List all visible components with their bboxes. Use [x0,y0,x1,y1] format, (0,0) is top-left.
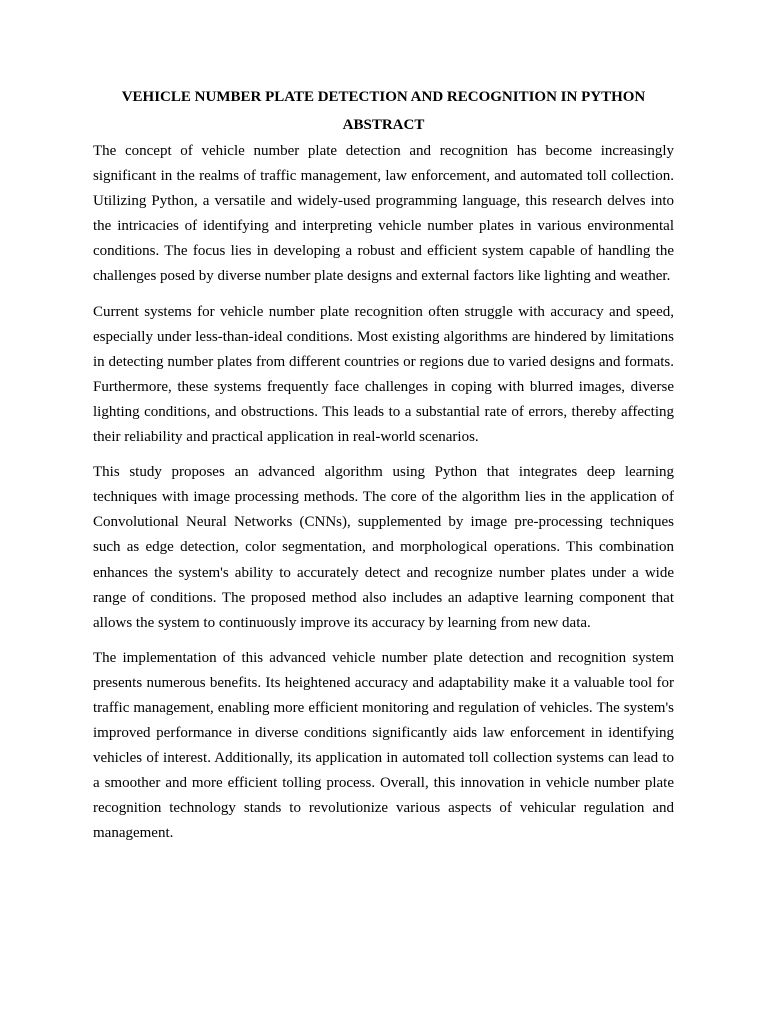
abstract-paragraph-4: The implementation of this advanced vehicle number plate detection and recognition system presents numerous benefits. Its heightened accuracy and adaptability make it a valuable tool for traffic management, enabling more efficient monitoring and regulation of vehicles. The system's improved performance in diverse conditions significantly aids law enforcement in identifying vehicles of interest. Additionally, its application in automated toll collection systems can lead to a smoother and more efficient tolling process. Overall, this innovation in vehicle number plate recognition technology stands to revolutionize various aspects of vehicular regulation and management. [93,649,674,842]
document-page [93,86,674,847]
abstract-paragraph-2: Current systems for vehicle number plate recognition often struggle with accuracy and speed, especially under less-than-ideal conditions. Most existing algorithms are hindered by limitations in detecting number plates from different countries or regions due to varied designs and formats. Furthermore, these systems frequently face challenges in coping with blurred images, diverse lighting conditions, and obstructions. This leads to a substantial rate of errors, thereby affecting their reliability and practical application in real-world scenarios. [93,303,674,446]
abstract-paragraph-3: This study proposes an advanced algorithm using Python that integrates deep learning techniques with image processing methods. The core of the algorithm lies in the application of Convolutional Neural Networks (CNNs), supplemented by image pre-processing techniques such as edge detection, color segmentation, and morphological operations. This combination enhances the system's ability to accurately detect and recognize number plates under a wide range of conditions. The proposed method also includes an adaptive learning component that allows the system to continuously improve its accuracy by learning from new data. [93,464,674,631]
abstract-paragraph-1: The concept of vehicle number plate detection and recognition has become increasingly significant in the realms of traffic management, law enforcement, and automated toll collection. Utilizing Python, a versatile and widely-used programming language, this research delves into the intricacies of identifying and interpreting vehicle number plates in various environmental conditions. The focus lies in developing a robust and efficient system capable of handling the challenges posed by diverse number plate designs and external factors like lighting and weather. [93,143,674,285]
document-title: VEHICLE NUMBER PLATE DETECTION AND RECOGNITION IN PYTHON [121,89,646,105]
section-heading-abstract: ABSTRACT [342,117,425,133]
